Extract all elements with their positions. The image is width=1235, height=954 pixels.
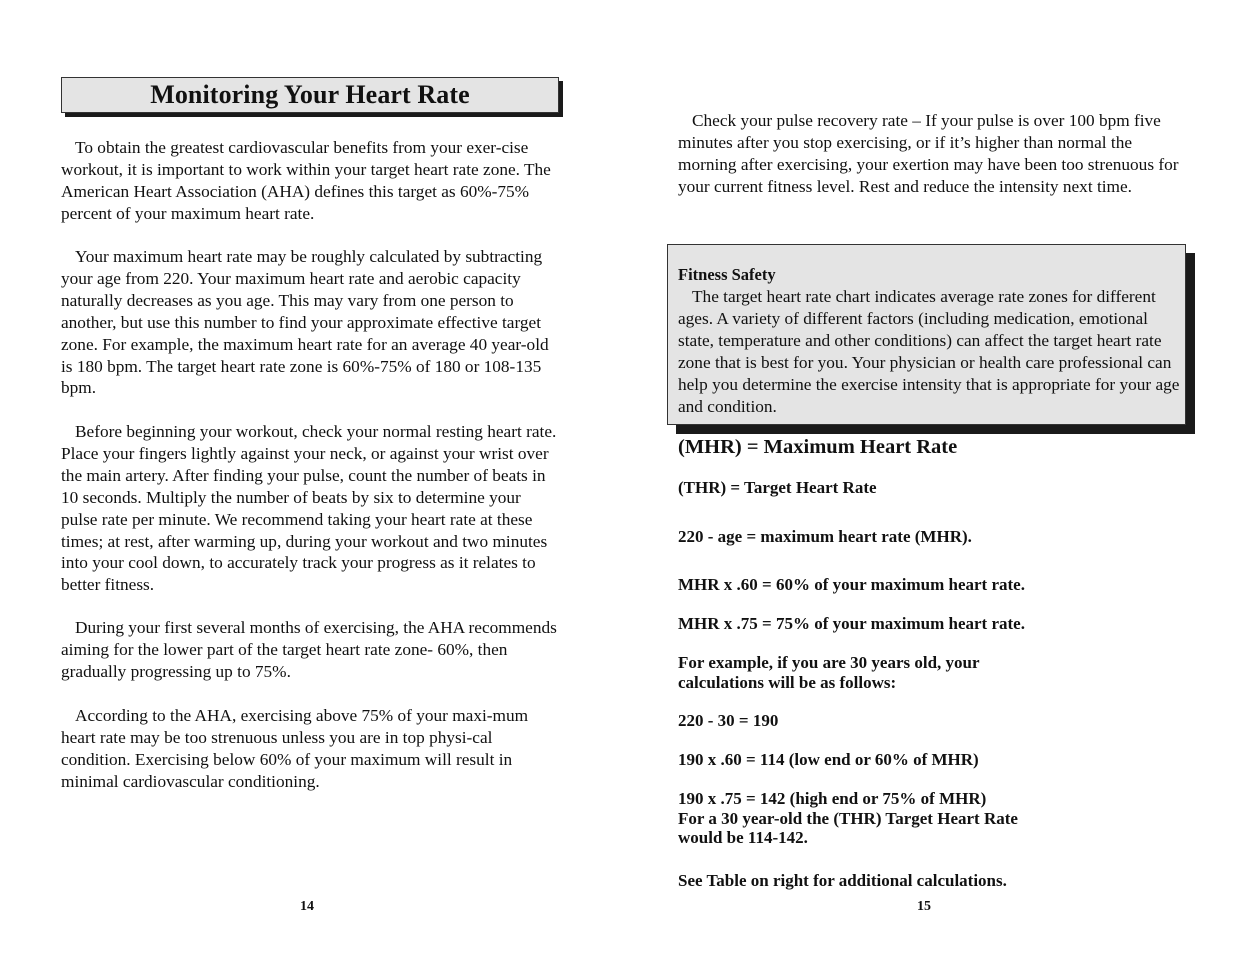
page-number: 14 xyxy=(300,899,314,914)
title-box xyxy=(61,77,559,113)
paragraph-pulse-recovery: Check your pulse recovery rate – If your pulse is over 100 bpm five minutes after you stop exercising, or if it’s higher than normal the morning after exercising, your exertion may have been too strenuous for your current fitness level. Rest and reduce the intensity next time. xyxy=(678,111,1179,196)
paragraph-max-heart-rate: Your maximum heart rate may be roughly calculated by subtracting your age from 220. Your maximum heart rate and aerobic capacity naturally decreases as you age. This may vary from one person to another, but use this number to find your approximate effective target zone. For example, the maximum heart rate for an average 40 year-old is 180 bpm. The target heart rate zone is 60%-75% of 180 or 108-135 bpm. xyxy=(61,247,549,398)
mhr-definition: (MHR) = Maximum Heart Rate xyxy=(678,436,958,458)
paragraph-target-zone: To obtain the greatest cardiovascular benefits from your exer-cise workout, it is important to work within your target heart rate zone. The American Heart Association (AHA) defines this target as 60%-75% percent of your maximum heart rate. xyxy=(61,138,551,223)
see-table-note: See Table on right for additional calculations. xyxy=(678,871,1007,890)
formula-60-percent: MHR x .60 = 60% of your maximum heart rate. xyxy=(678,575,1025,594)
formula-75-percent: MHR x .75 = 75% of your maximum heart rate. xyxy=(678,614,1025,633)
calc-mhr: 220 - 30 = 190 xyxy=(678,711,779,730)
right-page xyxy=(617,0,1235,954)
result-line-2: would be 114-142. xyxy=(678,828,808,847)
example-intro-line-1: For example, if you are 30 years old, your xyxy=(678,653,980,672)
page-title: Monitoring Your Heart Rate xyxy=(150,80,470,109)
fitness-safety-box xyxy=(667,244,1186,425)
paragraph-aha-warning: According to the AHA, exercising above 75% of your maxi-mum heart rate may be too strenuous unless you are in top physi-cal condition. Exercising below 60% of your maximum will result in minimal cardiovascular conditioning. xyxy=(61,706,529,791)
page-number: 15 xyxy=(917,899,931,914)
example-intro-line-2: calculations will be as follows: xyxy=(678,673,897,692)
left-page xyxy=(0,0,617,954)
formula-mhr: 220 - age = maximum heart rate (MHR). xyxy=(678,527,972,546)
fitness-safety-heading: Fitness Safety xyxy=(678,265,776,284)
calc-low-end: 190 x .60 = 114 (low end or 60% of MHR) xyxy=(678,750,979,769)
calc-high-end: 190 x .75 = 142 (high end or 75% of MHR) xyxy=(678,789,987,808)
fitness-safety-body: The target heart rate chart indicates average rate zones for different ages. A variety of different factors (including medication, emotional state, temperature and other conditions) can affect the target heart rate zone that is best for you. Your physician or health care professional can help you determine the exercise intensity that is appropriate for your age and condition. xyxy=(678,287,1180,416)
paragraph-first-months: During your first several months of exercising, the AHA recommends aiming for the lower part of the target heart rate zone- 60%, then gradually progressing up to 75%. xyxy=(61,618,557,681)
paragraph-resting-heart-rate: Before beginning your workout, check your normal resting heart rate. Place your fingers lightly against your neck, or against your wrist over the main artery. After finding your pulse, count the number of beats in 10 seconds. Multiply the number of beats by six to determine your pulse rate per minute. We recommend taking your heart rate at these times; at rest, after warming up, during your workout and two minutes into your cool down, to accurately track your progress as it relates to better fitness. xyxy=(61,422,557,595)
thr-definition: (THR) = Target Heart Rate xyxy=(678,478,877,497)
result-line-1: For a 30 year-old the (THR) Target Heart Rate xyxy=(678,809,1018,828)
